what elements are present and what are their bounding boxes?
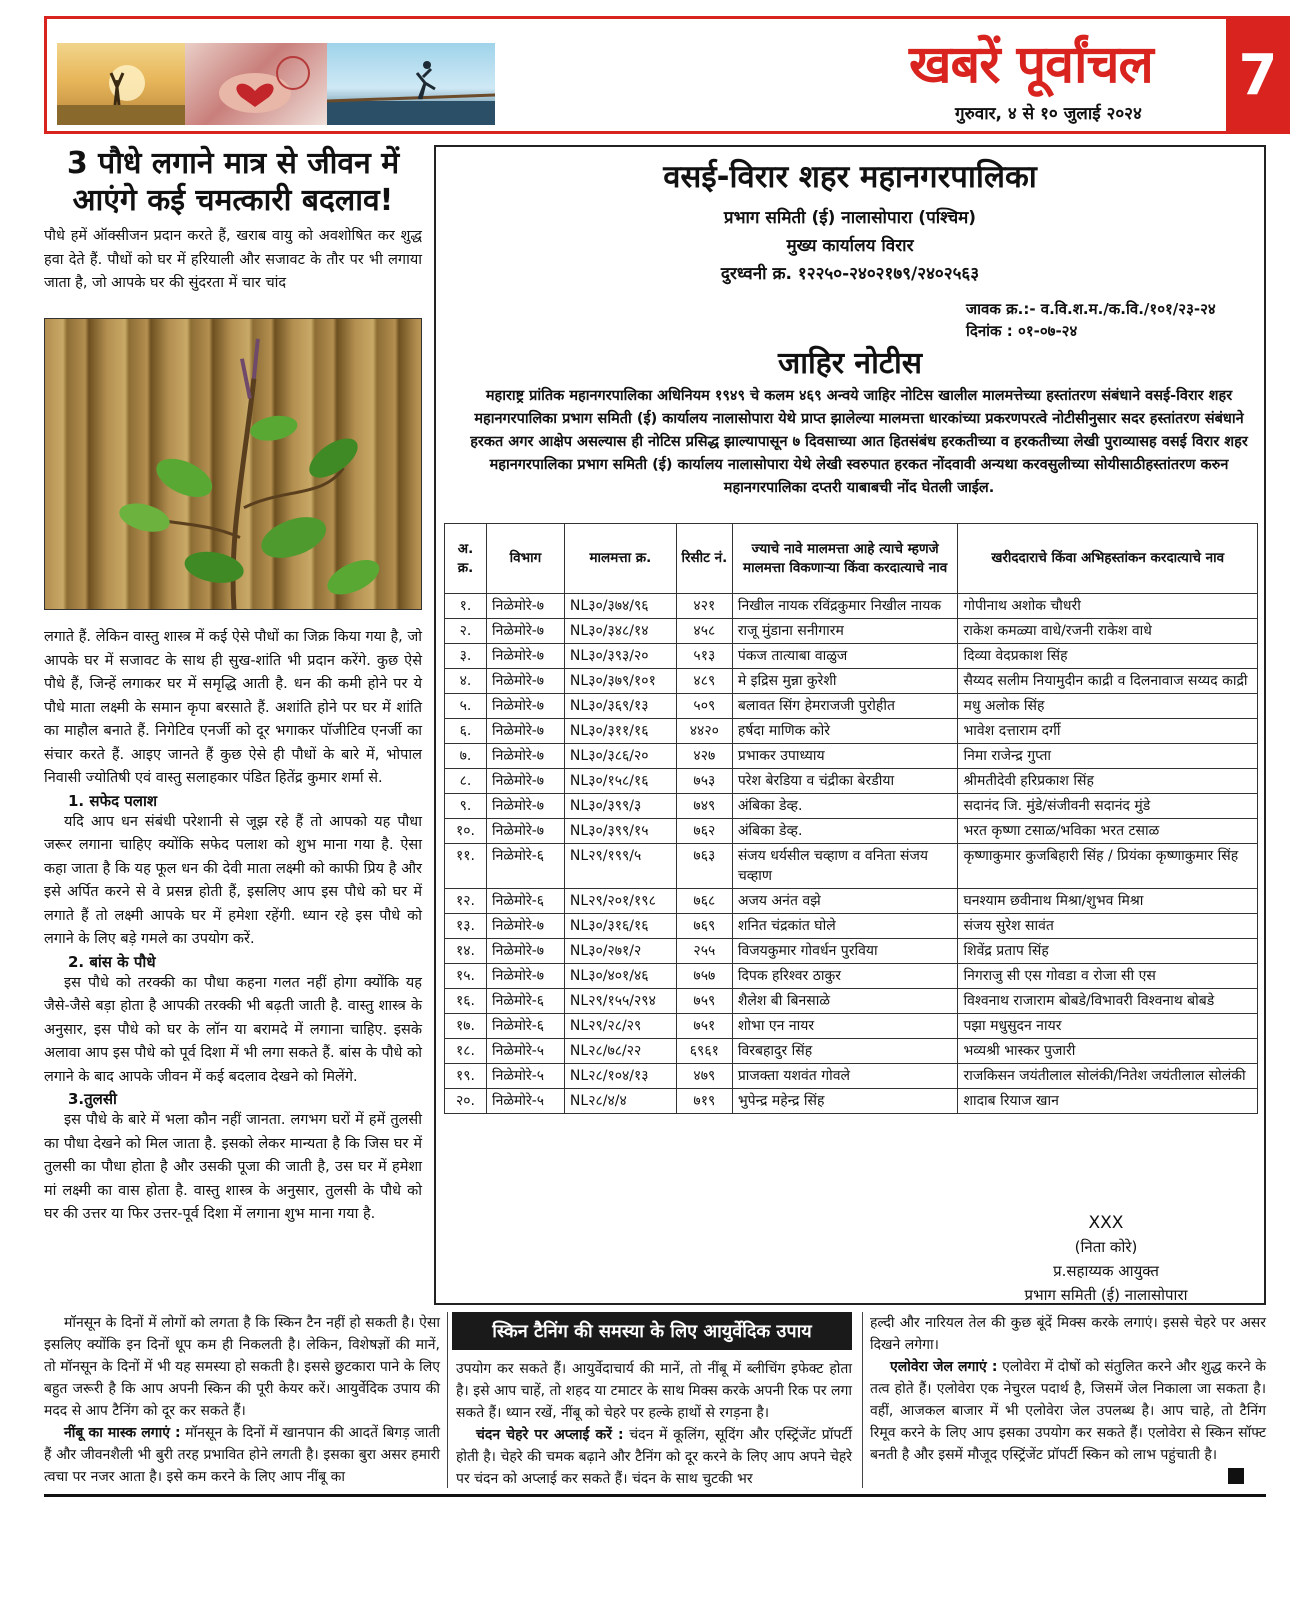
notice-ward: प्रभाग समिती (ई) नालासोपारा (पश्चिम) — [723, 208, 977, 228]
cell-property-no: NL३०/३९९/३ — [564, 794, 676, 819]
cell-seller: भुपेन्द्र महेन्द्र सिंह — [732, 1089, 958, 1114]
column-divider — [862, 1312, 863, 1488]
plants-headline: 3 पौधे लगाने मात्र से जीवन में आएंगे कई चमत्कारी बदलाव! — [66, 146, 400, 218]
section-body-white-palash: यदि आप धन संबंधी परेशानी से जूझ रहे हैं तो आपको यह पौधा जरूर लगाना चाहिए क्योंकि सफेद पलाश को शुभ माना गया है. ऐसा कहा जाता है कि यह फूल धन की देवी माता लक्ष्मी को काफी प्रिय है और इसे अर्पित करने से वे प्रसन्न होती हैं, इसलिए आप इस पौधे को घर में लगाते हैं तो लक्ष्मी आपके घर में हमेशा रहेंगी. ध्यान रहे इस पौधे को लगाने के लिए बड़े गमले का उपयोग करें. — [44, 813, 422, 947]
cell-division: निळेमोरे-६ — [486, 989, 564, 1014]
cell-property-no: NL२९/१९९/५ — [564, 844, 676, 889]
cell-division: निळेमोरे-७ — [486, 694, 564, 719]
section-body-tulsi: इस पौधे के बारे में भला कौन नहीं जानता. लगभग घरों में हमें तुलसी का पौधा देखने को मिल जाता है. इसको लेकर मान्यता है कि जिस घर में तुलसी का पौधा होता है और उसकी पूजा की जाती है, उस घर में हमेशा मां लक्ष्मी का वास होता है. वास्तु शास्त्र के अनुसार, तुलसी के पौधे को घर की उत्तर या फिर उत्तर-पूर्व दिशा में लगाना शुभ माना गया है. — [44, 1112, 422, 1222]
cell-receipt-no: ४८९ — [676, 669, 732, 694]
skin-col2-para2 — [456, 1424, 852, 1490]
cell-seller: विजयकुमार गोवर्धन पुरविया — [732, 939, 958, 964]
cell-serial: १४. — [445, 939, 487, 964]
cell-serial: २. — [445, 619, 487, 644]
cell-buyer: पझा मधुसुदन नायर — [958, 1014, 1258, 1039]
table-row — [445, 989, 1258, 1014]
article-end-mark — [1228, 1468, 1244, 1484]
cell-property-no: NL२८/४/४ — [564, 1089, 676, 1114]
cell-serial: ७. — [445, 744, 487, 769]
cell-buyer: घनश्याम छवीनाथ मिश्रा/शुभव मिश्रा — [958, 889, 1258, 914]
skin-article-col-2 — [456, 1358, 852, 1490]
notice-org-name: वसई-विरार शहर महानगरपालिका — [663, 159, 1037, 195]
header-photo-heart-hands — [185, 43, 327, 125]
cell-receipt-no: ४२७ — [676, 744, 732, 769]
notice-heading: जाहिर नोटीस — [777, 346, 923, 381]
cell-property-no: NL२९/१५५/२९४ — [564, 989, 676, 1014]
table-row — [445, 939, 1258, 964]
aloe-vera-text: एलोवेरा में दोषों को संतुलित करने और शुद्ध करने के तत्व होते हैं। एलोवेरा एक नेचुरल पदार्थ है, जिसमें जेल निकाला जा सकता है। वहीं, आजकल बाजार में भी एलोवेरा जेल उपलब्ध है। आप चाहे, तो टैनिंग रिमूव करने के लिए आप इसका उपयोग कर सकते हैं। एलोवेरा से स्किन सॉफ्ट बनती है और इसमें मौजूद एस्ट्रिंजेंट प्रॉपर्टी स्किन को लाभ पहुंचाती है। — [870, 1359, 1266, 1463]
cell-serial: ११. — [445, 844, 487, 889]
cell-division: निळेमोरे-७ — [486, 964, 564, 989]
cell-buyer: भावेश दत्ताराम दर्गी — [958, 719, 1258, 744]
header-photo-runner — [327, 43, 495, 125]
table-row — [445, 1014, 1258, 1039]
table-row — [445, 594, 1258, 619]
cell-buyer: गोपीनाथ अशोक चौधरी — [958, 594, 1258, 619]
issue-date: गुरुवार, ४ से १० जुलाई २०२४ — [955, 104, 1142, 124]
cell-receipt-no: ४७९ — [676, 1064, 732, 1089]
cell-serial: ८. — [445, 769, 487, 794]
table-row — [445, 964, 1258, 989]
table-row — [445, 889, 1258, 914]
cell-receipt-no: ५०९ — [676, 694, 732, 719]
cell-seller: राजू मुंडाना सनीगारम — [732, 619, 958, 644]
cell-property-no: NL३०/३८६/२० — [564, 744, 676, 769]
cell-property-no: NL३०/३९९/१५ — [564, 819, 676, 844]
tulsi-plant-photo — [44, 318, 422, 610]
cell-buyer: भव्यश्री भास्कर पुजारी — [958, 1039, 1258, 1064]
plants-intro — [44, 225, 422, 296]
skin-col1-para2 — [44, 1422, 440, 1488]
skin-col3-para2 — [870, 1356, 1266, 1466]
cell-buyer: राजकिसन जयंतीलाल सोलंकी/नितेश जयंतीलाल सोलंकी — [958, 1064, 1258, 1089]
cell-division: निळेमोरे-५ — [486, 1039, 564, 1064]
cell-division: निळेमोरे-७ — [486, 594, 564, 619]
cell-receipt-no: ५१३ — [676, 644, 732, 669]
cell-buyer: राकेश कमळ्या वाधे/रजनी राकेश वाधे — [958, 619, 1258, 644]
cell-seller: प्रभाकर उपाध्याय — [732, 744, 958, 769]
cell-seller: संजय धर्यसील चव्हाण व वनिता संजय चव्हाण — [732, 844, 958, 889]
table-row — [445, 1039, 1258, 1064]
cell-receipt-no: ७६२ — [676, 819, 732, 844]
cell-property-no: NL३०/३६९/१३ — [564, 694, 676, 719]
aloe-vera-lead: एलोवेरा जेल लगाएं : — [890, 1359, 998, 1375]
cell-serial: १६. — [445, 989, 487, 1014]
cell-division: निळेमोरे-७ — [486, 644, 564, 669]
cell-property-no: NL३०/३११/१६ — [564, 719, 676, 744]
table-row — [445, 914, 1258, 939]
cell-division: निळेमोरे-५ — [486, 1089, 564, 1114]
cell-division: निळेमोरे-७ — [486, 619, 564, 644]
cell-property-no: NL३०/३१६/१६ — [564, 914, 676, 939]
table-row — [445, 844, 1258, 889]
cell-division: निळेमोरे-७ — [486, 769, 564, 794]
section-heading-tulsi: 3.तुलसी — [68, 1090, 117, 1108]
cell-serial: २०. — [445, 1089, 487, 1114]
cell-buyer: विश्वनाथ राजाराम बोबडे/विभावरी विश्वनाथ बोबडे — [958, 989, 1258, 1014]
table-row — [445, 619, 1258, 644]
cell-serial: १८. — [445, 1039, 487, 1064]
notice-ref-number: जावक क्र.:- व.वि.श.म./क.वि./१०१/२३-२४ — [966, 300, 1216, 318]
cell-buyer: संजय सुरेश सावंत — [958, 914, 1258, 939]
cell-property-no: NL३०/१५८/१६ — [564, 769, 676, 794]
cell-buyer: शादाब रियाज खान — [958, 1089, 1258, 1114]
cell-seller: बलावत सिंग हेमराजजी पुरोहीत — [732, 694, 958, 719]
lemon-mask-text: मॉनसून के दिनों में खानपान की आदतें बिगड़ जाती हैं और जीवनशैली भी बुरी तरह प्रभावित होने लगती है। इसका बुरा असर हमारी त्वचा पर नजर आता है। इसे कम करने के लिए आप नींबू का — [44, 1425, 440, 1485]
cell-seller: अंबिका डेव्ह. — [732, 794, 958, 819]
col-header-receipt-no: रिसीट नं. — [676, 524, 732, 594]
cell-property-no: NL२९/२८/२९ — [564, 1014, 676, 1039]
table-row — [445, 719, 1258, 744]
cell-division: निळेमोरे-७ — [486, 914, 564, 939]
cell-property-no: NL३०/२७१/२ — [564, 939, 676, 964]
cell-receipt-no: ७१९ — [676, 1089, 732, 1114]
notice-phone: दुरध्वनी क्र. १२२५०-२४०२१७९/२४०२५६३ — [720, 264, 980, 284]
cell-division: निळेमोरे-६ — [486, 844, 564, 889]
cell-seller: अजय अनंत वझे — [732, 889, 958, 914]
cell-receipt-no: ४२१ — [676, 594, 732, 619]
cell-buyer: सैय्यद सलीम नियामुदीन काद्री व दिलनावाज सय्यद काद्री — [958, 669, 1258, 694]
cell-property-no: NL३०/३७९/१०१ — [564, 669, 676, 694]
cell-receipt-no: ७५९ — [676, 989, 732, 1014]
cell-property-no: NL३०/४०१/४६ — [564, 964, 676, 989]
cell-seller: शोभा एन नायर — [732, 1014, 958, 1039]
cell-receipt-no: ७६३ — [676, 844, 732, 889]
section-body-bamboo: इस पौधे को तरक्की का पौधा कहना गलत नहीं होगा क्योंकि यह जैसे-जैसे बड़ा होता है आपकी तरक्की भी बढ़ती जाती है. वास्तु शास्त्र के अनुसार, इस पौधे को घर के लॉन या बरामदे में लगाना चाहिए. इसके अलावा आप इस पौधे को पूर्व दिशा में भी लगा सकते हैं. बांस के पौधे को लगाने के बाद आपके जीवन में कई बदलाव देखने को मिलेंगे. — [44, 974, 422, 1085]
cell-division: निळेमोरे-६ — [486, 889, 564, 914]
table-row — [445, 819, 1258, 844]
public-notice — [434, 145, 1266, 1305]
section-heading-white-palash: 1. सफेद पलाश — [68, 791, 158, 810]
cell-serial: १०. — [445, 819, 487, 844]
notice-body: महाराष्ट्र प्रांतिक महानगरपालिका अधिनियम १९४९ चे कलम ४६९ अन्वये जाहिर नोटिस खालील मालमत्तेच्या हस्तांतरण संबंधाने वसई-विरार शहर महानगरपालिका प्रभाग समिती (ई) कार्यालय नालासोपारा येथे प्राप्त झालेल्या मालमत्ता धारकांच्या प्रकरणपरत्वे नोटीसीनुसार सदर हस्तांतरण संबंधाने हरकत अगर आक्षेप असल्यास ही नोटिस प्रसिद्ध झाल्यापासून ७ दिवसाच्या आत हितसंबंध हरकतीच्या व हरकतीच्या लेखी पुराव्यासह वसई विरार शहर महानगरपालिका प्रभाग समिती (ई) कार्यालय नालासोपारा येथे लेखी स्वरुपात हरकत नोंदवावी अन्यथा करवसुलीच्या सोयीसाठीहस्तांतरण करुन महानगरपालिका दप्तरी याबाबची नोंद घेतली जाईल. — [470, 388, 1248, 496]
cell-buyer: शिवेंद्र प्रताप सिंह — [958, 939, 1258, 964]
cell-property-no: NL२८/७८/२२ — [564, 1039, 676, 1064]
cell-division: निळेमोरे-७ — [486, 794, 564, 819]
cell-buyer: सदानंद जि. मुंडे/संजीवनी सदानंद मुंडे — [958, 794, 1258, 819]
cell-receipt-no: ७६८ — [676, 889, 732, 914]
col-header-buyer: खरीददाराचे किंवा अभिहस्तांकन करदात्याचे नाव — [958, 524, 1258, 594]
cell-seller: अंबिका डेव्ह. — [732, 819, 958, 844]
cell-serial: ४. — [445, 669, 487, 694]
table-header-row — [445, 524, 1258, 594]
cell-seller: शैलेश बी बिनसाळे — [732, 989, 958, 1014]
cell-seller: शनित चंद्रकांत घोले — [732, 914, 958, 939]
sandalwood-text: चंदन में कूलिंग, सूदिंग और एस्ट्रिंजेंट प्रॉपर्टी होती है। चेहरे की चमक बढ़ाने और टैनिंग को दूर करने के लिए आप अपने चेहरे पर चंदन को अप्लाई कर सकते हैं। चंदन के साथ चुटकी भर — [456, 1427, 852, 1487]
cell-seller: प्राजक्ता यशवंत गोवले — [732, 1064, 958, 1089]
header-photo-freedom — [57, 43, 185, 125]
column-divider — [447, 1312, 448, 1488]
cell-serial: १५. — [445, 964, 487, 989]
cell-serial: ३. — [445, 644, 487, 669]
cell-property-no: NL३०/३४८/१४ — [564, 619, 676, 644]
signatory-office: प्रभाग समिती (ई) नालासोपारा — [1024, 1286, 1188, 1304]
page-number: 7 — [1226, 16, 1290, 134]
skin-col2-para1: उपयोग कर सकते हैं। आयुर्वेदाचार्य की मानें, तो नींबू में ब्लीचिंग इफेक्ट होता है। इसे आप चाहें, तो शहद या टमाटर के साथ मिक्स करके अपनी रिक पर लगा सकते हैं। ध्यान रखें, नींबू को चेहरे पर हल्के हाथों से रगड़ना है। — [456, 1361, 852, 1421]
skin-col1-para1: मॉनसून के दिनों में लोगों को लगता है कि स्किन टैन नहीं हो सकती है। ऐसा इसलिए क्योंकि इन दिनों धूप कम ही निकलती है। लेकिन, विशेषज्ञों की मानें, तो मॉनसून के दिनों में भी यह समस्या हो सकती है। इससे छुटकारा पाने के लिए बहुत जरूरी है कि आप अपनी स्किन की पूरी केयर करें। आयुर्वेदिक उपाय की मदद से आप टैनिंग को दूर कर सकते हैं। — [44, 1315, 440, 1419]
col-header-seller: ज्याचे नावे मालमत्ता आहे त्याचे म्हणजे मालमत्ता विकणाऱ्या किंवा करदात्याचे नाव — [732, 524, 958, 594]
plants-article — [44, 145, 422, 296]
cell-buyer: निगराजु सी एस गोवडा व रोजा सी एस — [958, 964, 1258, 989]
cell-seller: विरबहादुर सिंह — [732, 1039, 958, 1064]
cell-property-no: NL३०/३७४/९६ — [564, 594, 676, 619]
table-row — [445, 694, 1258, 719]
cell-seller: हर्षदा माणिक कोरे — [732, 719, 958, 744]
notice-ref-date: दिनांक : ०१-०७-२४ — [966, 322, 1078, 340]
cell-buyer: भरत कृष्णा टसाळ/भविका भरत टसाळ — [958, 819, 1258, 844]
cell-serial: ५. — [445, 694, 487, 719]
cell-buyer: श्रीमतीदेवी हरिप्रकाश सिंह — [958, 769, 1258, 794]
newspaper-title: खबरें पूर्वांचल — [909, 35, 1153, 95]
cell-property-no: NL२८/१०४/१३ — [564, 1064, 676, 1089]
sandalwood-lead: चंदन चेहरे पर अप्लाई करें : — [476, 1427, 624, 1443]
cell-receipt-no: ४५८ — [676, 619, 732, 644]
cell-serial: ९. — [445, 794, 487, 819]
cell-division: निळेमोरे-७ — [486, 719, 564, 744]
col-header-property-no: मालमत्ता क्र. — [564, 524, 676, 594]
cell-division: निळेमोरे-६ — [486, 1014, 564, 1039]
skin-article-col-3 — [870, 1312, 1266, 1466]
cell-division: निळेमोरे-७ — [486, 669, 564, 694]
lemon-mask-lead: नींबू का मास्क लगाएं : — [64, 1425, 181, 1441]
cell-property-no: NL३०/३९३/२० — [564, 644, 676, 669]
cell-receipt-no: ७५३ — [676, 769, 732, 794]
signatory-post: प्र.सहाय्यक आयुक्त — [1053, 1262, 1159, 1280]
signatory-name: (निता कोरे) — [1074, 1238, 1138, 1256]
cell-seller: पंकज तात्याबा वाळुज — [732, 644, 958, 669]
cell-receipt-no: ७५१ — [676, 1014, 732, 1039]
cell-buyer: दिव्या वेदप्रकाश सिंह — [958, 644, 1258, 669]
skin-article-col-1 — [44, 1312, 440, 1488]
cell-seller: परेश बेरडिया व चंद्रीका बेरडीया — [732, 769, 958, 794]
table-row — [445, 669, 1258, 694]
cell-receipt-no: ७४९ — [676, 794, 732, 819]
plants-intro-continued: लगाते हैं. लेकिन वास्तु शास्त्र में कई ऐसे पौधों का जिक्र किया गया है, जो आपके घर में सजावट के साथ ही सुख-शांति भी प्रदान करेंगे. कुछ ऐसे पौधे हैं, जिन्हें लगाकर घर में समृद्धि आती है. धन की कमी होने पर ये पौधे माता लक्ष्मी के समान कृपा बरसाते हैं. अशांति होने पर घर में शांति का माहौल बनाते हैं. निगेटिव एनर्जी को दूर भगाकर पॉजीटिव एनर्जी का संचार करते हैं. आइए जानते हैं कुछ ऐसे ही पौधों के बारे में, भोपाल निवासी ज्योतिषी एवं वास्तु सलाहकार पंडित हितेंद्र कुमार शर्मा से. — [44, 629, 422, 786]
cell-buyer: कृष्णाकुमार कुजबिहारी सिंह / प्रियंका कृष्णाकुमार सिंह — [958, 844, 1258, 889]
cell-buyer: निमा राजेन्द्र गुप्ता — [958, 744, 1258, 769]
cell-division: निळेमोरे-७ — [486, 939, 564, 964]
table-row — [445, 1064, 1258, 1089]
cell-serial: १. — [445, 594, 487, 619]
table-row — [445, 644, 1258, 669]
cell-seller: मे इद्रिस मुन्ना कुरेशी — [732, 669, 958, 694]
cell-serial: ६. — [445, 719, 487, 744]
cell-property-no: NL२९/२०१/१९८ — [564, 889, 676, 914]
signature-mark: XXX — [1088, 1213, 1124, 1233]
cell-division: निळेमोरे-७ — [486, 744, 564, 769]
table-row — [445, 744, 1258, 769]
table-row — [445, 769, 1258, 794]
cell-serial: १९. — [445, 1064, 487, 1089]
col-header-serial: अ. क्र. — [445, 524, 487, 594]
notice-property-table — [444, 523, 1258, 1114]
cell-receipt-no: ६९६१ — [676, 1039, 732, 1064]
cell-receipt-no: ४४२० — [676, 719, 732, 744]
table-row — [445, 794, 1258, 819]
masthead — [44, 16, 1290, 134]
cell-serial: १७. — [445, 1014, 487, 1039]
skin-article-banner: स्किन टैनिंग की समस्या के लिए आयुर्वेदिक उपाय — [452, 1312, 852, 1350]
plants-article-continued — [44, 626, 422, 1227]
cell-serial: १२. — [445, 889, 487, 914]
section-heading-bamboo: 2. बांस के पौधे — [68, 952, 156, 971]
cell-receipt-no: ७६९ — [676, 914, 732, 939]
skin-col3-para1: हल्दी और नारियल तेल की कुछ बूंदें मिक्स करके लगाएं। इससे चेहरे पर असर दिखने लगेगा। — [870, 1315, 1266, 1353]
page-bottom-rule — [44, 1494, 1266, 1497]
cell-seller: निखील नायक रविंद्रकुमार निखील नायक — [732, 594, 958, 619]
cell-seller: दिपक हरिश्वर ठाकुर — [732, 964, 958, 989]
col-header-division: विभाग — [486, 524, 564, 594]
cell-receipt-no: २५५ — [676, 939, 732, 964]
plants-intro-text: पौधे हमें ऑक्सीजन प्रदान करते हैं, खराब वायु को अवशोषित कर शुद्ध हवा देते हैं. पौधों को घर में हरियाली और सजावट के तौर पर भी लगाया जाता है, जो आपके घर की सुंदरता में चार चांद — [44, 228, 422, 291]
notice-signature-block — [956, 1211, 1256, 1307]
cell-serial: १३. — [445, 914, 487, 939]
cell-receipt-no: ७५७ — [676, 964, 732, 989]
table-row — [445, 1089, 1258, 1114]
cell-division: निळेमोरे-५ — [486, 1064, 564, 1089]
cell-buyer: मधु अलोक सिंह — [958, 694, 1258, 719]
notice-hq: मुख्य कार्यालय विरार — [786, 236, 914, 256]
header-photo-strip — [57, 43, 495, 125]
cell-division: निळेमोरे-७ — [486, 819, 564, 844]
